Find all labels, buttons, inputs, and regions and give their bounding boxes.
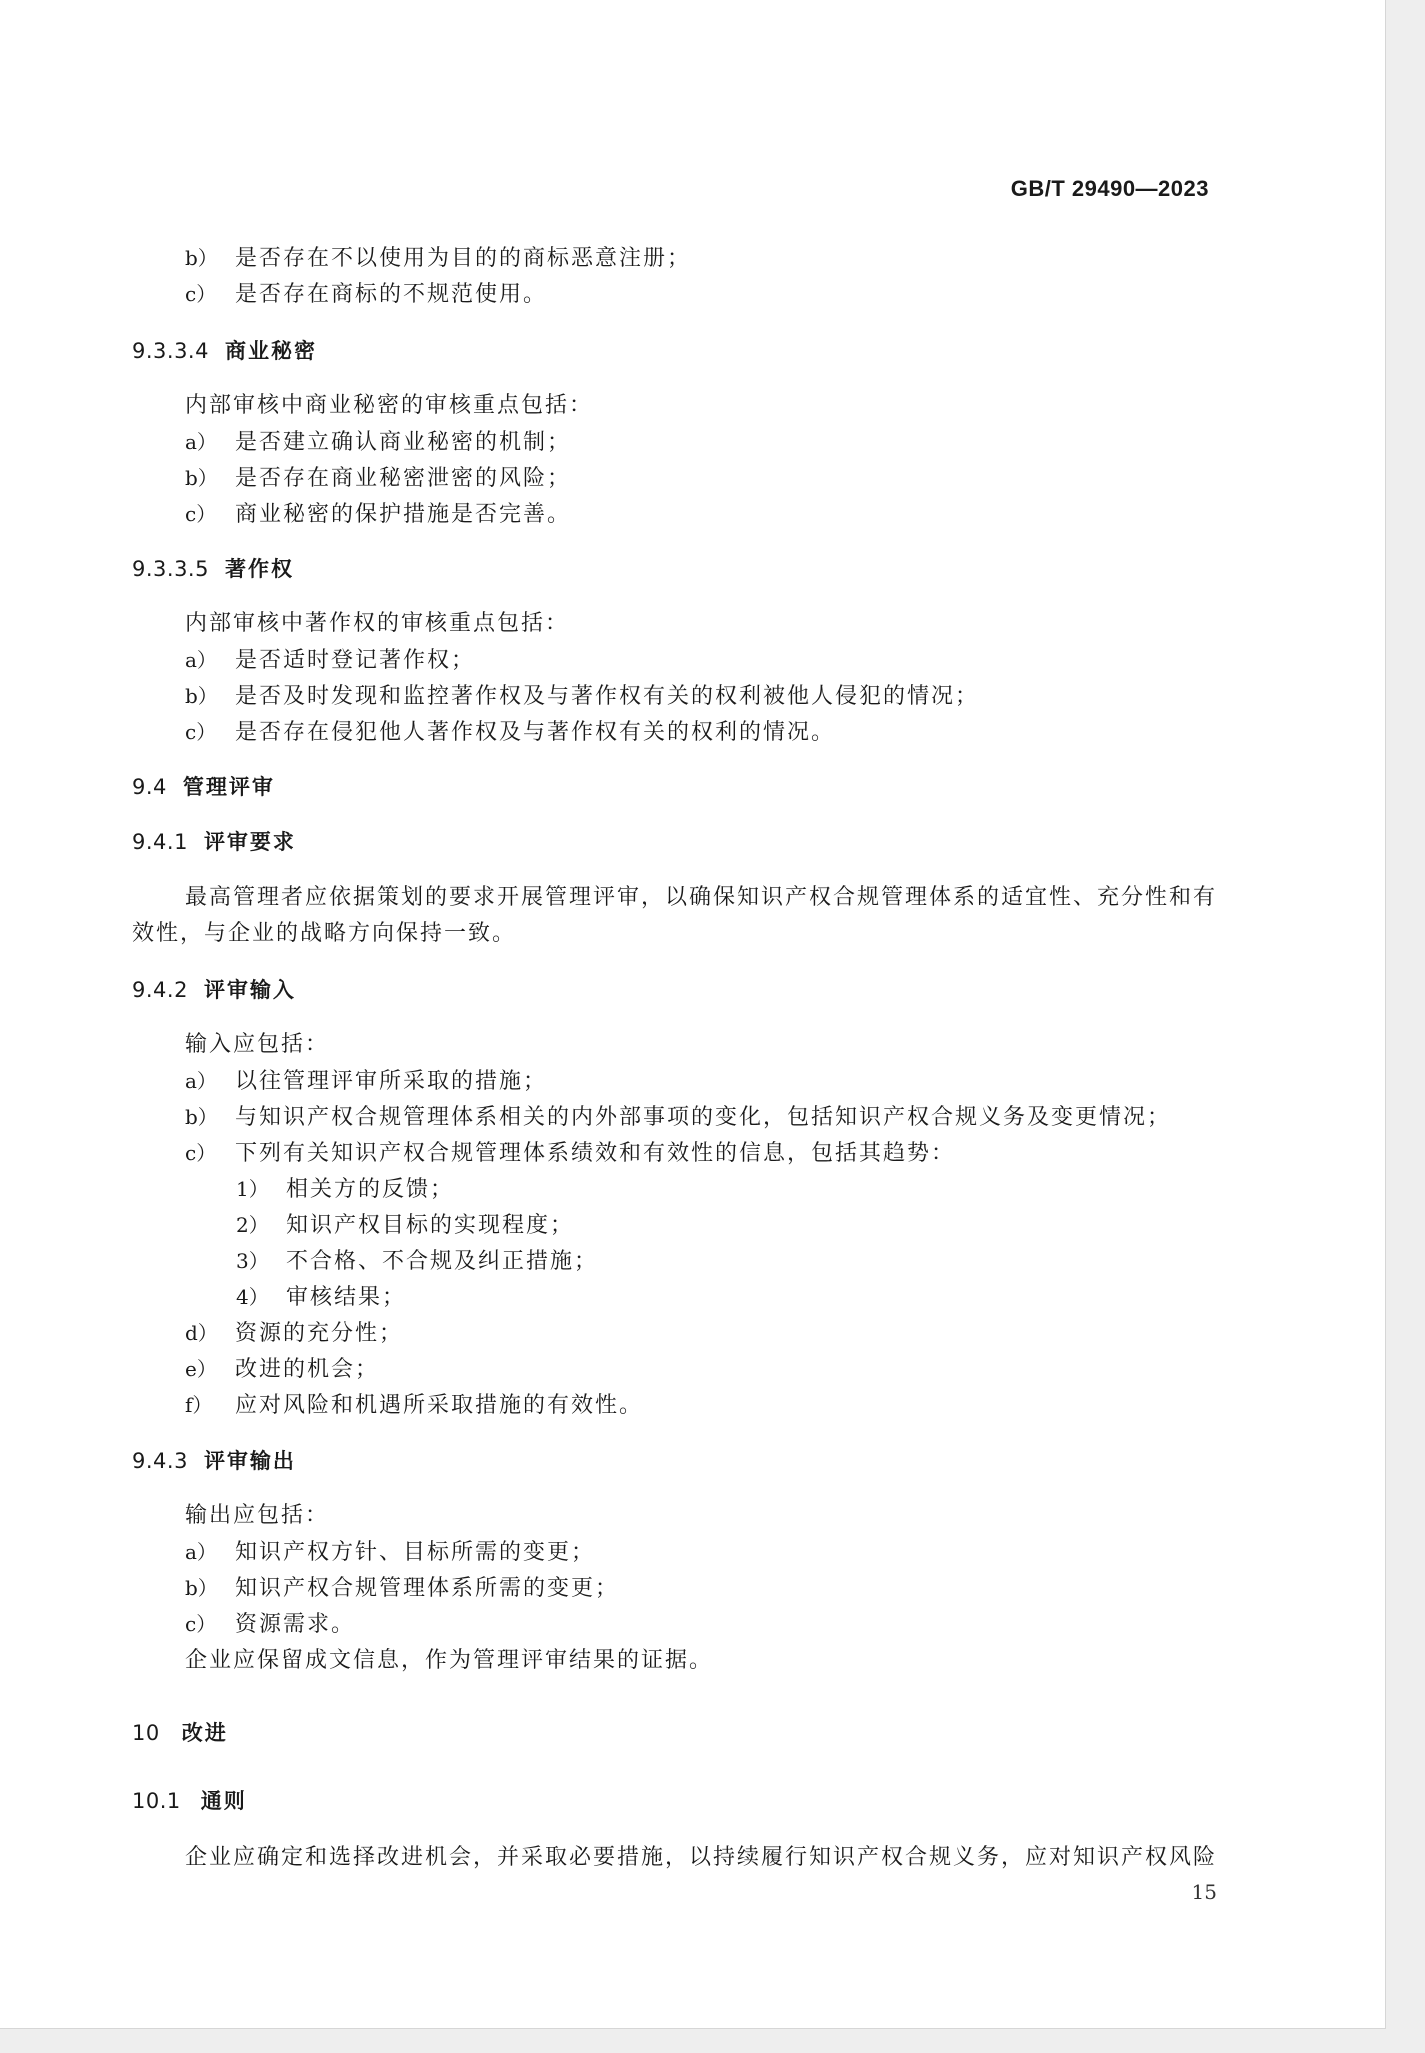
list-text: 知识产权合规管理体系所需的变更； (235, 1576, 620, 1601)
list-text: 是否存在商业秘密泄密的风险； (235, 466, 572, 491)
paragraph: 企业应保留成文信息，作为管理评审结果的证据。 (185, 1648, 714, 1673)
list-item (185, 500, 571, 529)
list-label: 2） (236, 1213, 269, 1237)
list-label: a） (185, 648, 217, 672)
sub-list-item (236, 1175, 454, 1204)
section-heading-9-3-3-4 (132, 337, 317, 365)
list-text: 资源的充分性； (235, 1321, 404, 1346)
section-number: 9.4.3 (132, 1449, 188, 1473)
paragraph-continuation: 效性，与企业的战略方向保持一致。 (132, 921, 517, 946)
section-title: 评审输出 (203, 1449, 296, 1473)
list-label: f） (185, 1393, 213, 1417)
sub-list-item (236, 1211, 574, 1240)
list-item (185, 682, 979, 711)
list-text: 以往管理评审所采取的措施； (235, 1069, 548, 1094)
list-text: 相关方的反馈； (286, 1177, 455, 1202)
list-item (185, 428, 571, 457)
paragraph: 最高管理者应依据策划的要求开展管理评审，以确保知识产权合规管理体系的适宜性、充分性和有 (185, 885, 1218, 910)
section-heading-9-3-3-5 (132, 555, 294, 583)
section-number: 9.4.1 (132, 830, 188, 854)
list-label: b） (185, 1105, 218, 1129)
paragraph: 企业应确定和选择改进机会，并采取必要措施，以持续履行知识产权合规义务，应对知识产权风险 (185, 1845, 1218, 1870)
standard-code: GB/T 29490—2023 (1010, 176, 1209, 201)
section-number: 9.3.3.5 (132, 557, 209, 581)
list-item (185, 718, 835, 747)
list-text: 是否适时登记著作权； (235, 648, 476, 673)
list-item (185, 1610, 355, 1639)
list-label: a） (185, 430, 217, 454)
section-heading-9-4-3 (132, 1447, 296, 1475)
list-item (185, 280, 547, 309)
section-number: 9.3.3.4 (132, 339, 209, 363)
list-label: c） (185, 1141, 217, 1165)
section-title: 商业秘密 (224, 339, 317, 363)
list-text: 商业秘密的保护措施是否完善。 (235, 502, 572, 527)
list-text: 不合格、不合规及纠正措施； (286, 1249, 599, 1274)
list-label: 4） (236, 1285, 269, 1309)
list-item (185, 1391, 643, 1420)
section-number: 10 (132, 1721, 160, 1745)
list-item (185, 1574, 619, 1603)
section-heading-9-4-2 (132, 976, 296, 1004)
section-heading-9-4-1 (132, 828, 296, 856)
sub-list-item (236, 1247, 598, 1276)
list-text: 改进的机会； (235, 1357, 380, 1382)
list-label: c） (185, 282, 217, 306)
page-number: 15 (1191, 1880, 1217, 1904)
list-text: 审核结果； (286, 1285, 407, 1310)
list-item (185, 1103, 1171, 1132)
list-text: 知识产权方针、目标所需的变更； (235, 1540, 596, 1565)
list-item (185, 1355, 379, 1384)
section-title: 改进 (181, 1721, 228, 1745)
list-item (185, 1067, 547, 1096)
section-heading-10-1 (132, 1787, 247, 1815)
list-text: 与知识产权合规管理体系相关的内外部事项的变化，包括知识产权合规义务及变更情况； (235, 1105, 1172, 1130)
section-heading-9-4 (132, 773, 275, 801)
list-item (185, 1319, 403, 1348)
list-text: 是否存在商标的不规范使用。 (235, 282, 548, 307)
list-label: c） (185, 502, 217, 526)
list-text: 应对风险和机遇所采取措施的有效性。 (235, 1393, 644, 1418)
list-label: c） (185, 1612, 217, 1636)
list-item (185, 646, 475, 675)
paragraph: 内部审核中著作权的审核重点包括： (185, 611, 570, 636)
paragraph: 输入应包括： (185, 1032, 330, 1057)
list-text: 是否存在侵犯他人著作权及与著作权有关的权利的情况。 (235, 720, 836, 745)
section-title: 评审输入 (203, 978, 296, 1002)
section-title: 通则 (200, 1789, 247, 1813)
list-text: 知识产权目标的实现程度； (286, 1213, 575, 1238)
list-label: b） (185, 684, 218, 708)
list-label: e） (185, 1357, 217, 1381)
list-item (185, 1538, 595, 1567)
list-text: 是否存在不以使用为目的的商标恶意注册； (235, 246, 692, 271)
list-label: a） (185, 1069, 217, 1093)
paragraph: 输出应包括： (185, 1503, 330, 1528)
list-text: 是否建立确认商业秘密的机制； (235, 430, 572, 455)
section-title: 著作权 (224, 557, 294, 581)
list-text: 资源需求。 (235, 1612, 356, 1637)
list-text: 下列有关知识产权合规管理体系绩效和有效性的信息，包括其趋势： (235, 1141, 956, 1166)
section-number: 10.1 (132, 1789, 181, 1813)
list-item (185, 244, 691, 273)
list-label: 3） (236, 1249, 269, 1273)
section-heading-10 (132, 1719, 228, 1747)
list-label: d） (185, 1321, 218, 1345)
list-item (185, 464, 571, 493)
list-label: a） (185, 1540, 217, 1564)
sub-list-item (236, 1283, 406, 1312)
section-title: 评审要求 (203, 830, 296, 854)
list-label: 1） (236, 1177, 269, 1201)
section-number: 9.4.2 (132, 978, 188, 1002)
paragraph: 内部审核中商业秘密的审核重点包括： (185, 393, 594, 418)
list-label: b） (185, 246, 218, 270)
section-number: 9.4 (132, 775, 167, 799)
list-label: b） (185, 466, 218, 490)
list-item (185, 1139, 955, 1168)
list-label: b） (185, 1576, 218, 1600)
section-title: 管理评审 (182, 775, 275, 799)
list-text: 是否及时发现和监控著作权及与著作权有关的权利被他人侵犯的情况； (235, 684, 980, 709)
list-label: c） (185, 720, 217, 744)
